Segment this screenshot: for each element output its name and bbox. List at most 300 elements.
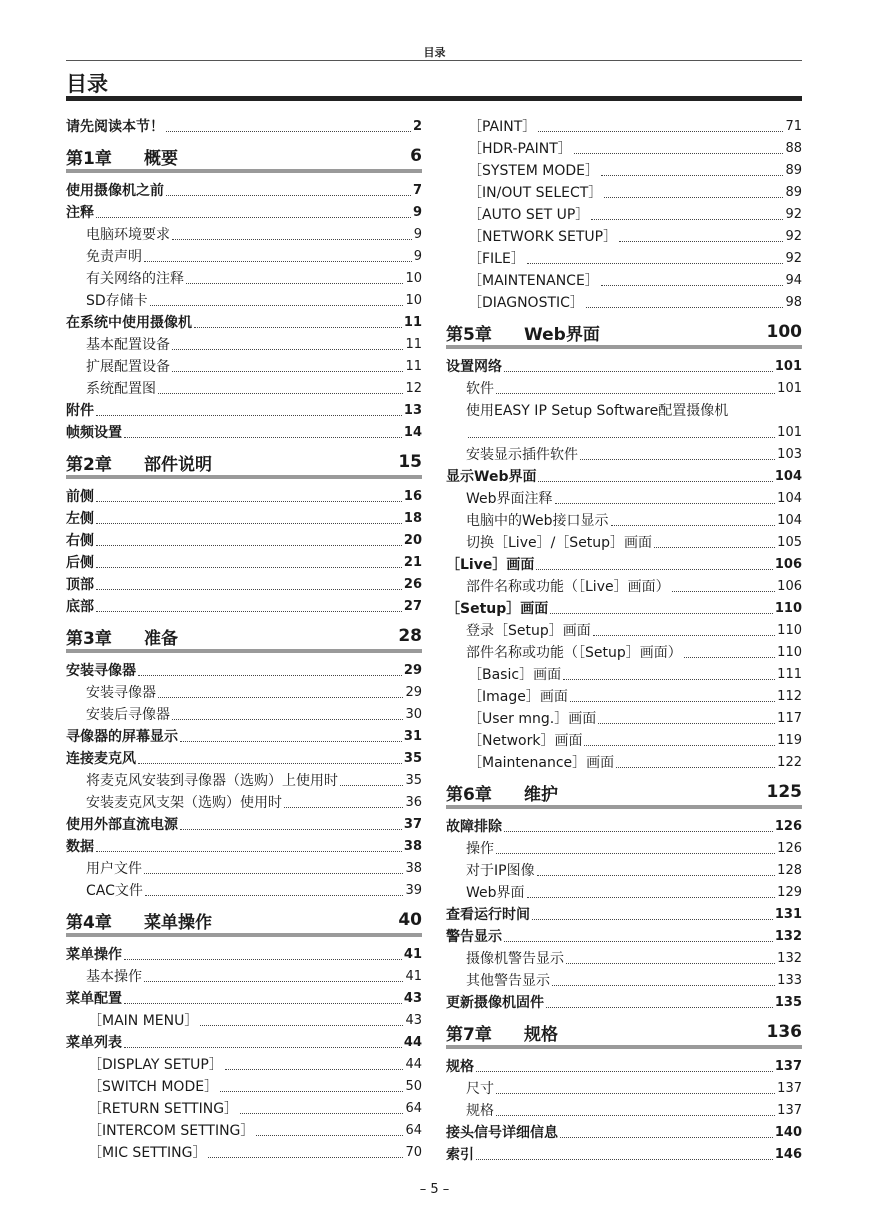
dot-leader [284,807,403,808]
toc-entry-page: 104 [774,469,802,484]
dot-leader [611,525,776,526]
chapter-number: 第7章 [446,1024,492,1045]
toc-entry[interactable] [446,618,802,640]
dot-leader [172,719,403,720]
toc-entry-page: 44 [403,1035,422,1050]
toc-entry-page: 18 [403,511,422,526]
dot-leader [584,745,775,746]
chapter-number: 第3章 [66,628,112,649]
dot-leader [138,763,402,764]
toc-entry-page: 29 [403,663,422,678]
dot-leader [586,307,784,308]
dot-leader [619,241,783,242]
chapter-rule [66,649,422,653]
chapter-title: 维护 [524,784,558,805]
toc-entry-page: 88 [785,141,802,156]
toc-entry[interactable] [446,1098,802,1120]
toc-entry[interactable] [446,486,802,508]
chapter-title: 菜单操作 [144,912,212,933]
toc-entry[interactable] [446,354,802,376]
toc-entry-page: 35 [403,751,422,766]
toc-entry[interactable] [446,1054,802,1076]
toc-entry[interactable] [66,200,422,222]
toc-entry-text: 操作 [466,841,494,857]
chapter-page: 28 [398,626,422,646]
toc-entry-text: 电脑中的Web接口显示 [466,513,609,529]
dot-leader [96,589,402,590]
toc-entry-page: 105 [777,535,802,550]
toc-entry[interactable] [66,484,422,506]
dot-leader [566,963,775,964]
toc-entry-page: 140 [774,1125,802,1140]
toc-entry[interactable] [446,114,802,136]
toc-entry[interactable] [66,1052,422,1074]
toc-entry-text: 数据 [66,839,94,855]
toc-entry-page: 112 [777,689,802,704]
toc-entry[interactable] [446,902,802,924]
chapter-number: 第6章 [446,784,492,805]
toc-entry-text: 尺寸 [466,1081,494,1097]
dot-leader [145,895,404,896]
toc-entry-text: 使用摄像机之前 [66,183,164,199]
chapter-page: 100 [766,322,802,342]
dot-leader [96,851,402,852]
dot-leader [96,415,402,416]
toc-entry[interactable] [66,506,422,528]
dot-leader [172,239,412,240]
toc-entry-text: 其他警告显示 [466,973,550,989]
dot-leader [158,393,403,394]
toc-entry-page: 13 [403,403,422,418]
dot-leader [200,1025,403,1026]
dot-leader [340,785,403,786]
chapter-rule [446,805,802,809]
toc-entry-page: 133 [777,973,802,988]
toc-entry-page: 137 [777,1081,802,1096]
toc-entry[interactable] [66,856,422,878]
toc-entry-text: 摄像机警告显示 [466,951,564,967]
toc-entry[interactable] [446,268,802,290]
chapter-rule [446,345,802,349]
toc-entry-page: 11 [403,315,422,330]
toc-entry-text: 使用EASY IP Setup Software配置摄像机 [466,403,729,419]
toc-entry[interactable] [446,464,802,486]
chapter-heading[interactable] [446,1019,802,1045]
toc-entry[interactable] [446,1120,802,1142]
toc-entry-page: 104 [777,491,802,506]
toc-entry[interactable] [446,574,802,596]
toc-entry-text: 在系统中使用摄像机 [66,315,192,331]
dot-leader [563,679,775,680]
toc-entry-page: 117 [777,711,802,726]
toc-entry-page: 20 [403,533,422,548]
toc-left-column [66,114,422,1162]
toc-entry[interactable] [446,990,802,1012]
toc-entry-page: 92 [785,251,802,266]
toc-entry-page: 50 [405,1079,422,1094]
toc-entry-text: 设置网络 [446,359,502,375]
toc-entry-text: 软件 [466,381,494,397]
chapter-number: 第4章 [66,912,112,933]
toc-entry-text: ［Network］画面 [468,733,583,749]
toc-entry-text: 菜单配置 [66,991,122,1007]
dot-leader [546,1007,773,1008]
dot-leader [180,829,402,830]
toc-entry[interactable] [446,224,802,246]
toc-entry[interactable] [446,1142,802,1164]
toc-entry[interactable] [446,858,802,880]
toc-entry-text: SD存储卡 [86,293,148,309]
toc-entry[interactable] [446,552,802,574]
dot-leader [96,611,402,612]
dot-leader [208,1157,403,1158]
dot-leader [591,219,783,220]
toc-entry-text: ［AUTO SET UP］ [468,207,590,223]
toc-entry[interactable] [446,640,802,662]
toc-entry[interactable] [66,420,422,442]
toc-entry-text: 附件 [66,403,94,419]
toc-entry-page: 31 [403,729,422,744]
dot-leader [124,1003,402,1004]
toc-entry-text: 显示Web界面 [446,469,537,485]
toc-entry[interactable] [66,702,422,724]
chapter-heading[interactable] [66,449,422,475]
toc-entry[interactable] [66,834,422,856]
dot-leader [138,675,402,676]
toc-entry-text: 请先阅读本节！ [66,119,164,135]
toc-entry-text: 电脑环境要求 [86,227,170,243]
toc-entry-text: ［RETURN SETTING］ [88,1101,239,1117]
toc-entry[interactable] [66,942,422,964]
dot-leader [124,1047,402,1048]
toc-entry-page: 92 [785,229,802,244]
running-head: 目录 [423,46,446,59]
toc-entry[interactable] [66,768,422,790]
dot-leader [684,657,775,658]
toc-entry-page: 14 [403,425,422,440]
toc-entry-page: 101 [774,359,802,374]
chapter-rule [66,475,422,479]
toc-entry[interactable] [66,812,422,834]
toc-entry-page: 92 [785,207,802,222]
toc-entry[interactable] [66,790,422,812]
toc-entry[interactable] [446,202,802,224]
dot-leader [96,501,402,502]
dot-leader [536,569,773,570]
dot-leader [124,959,402,960]
dot-leader [476,1071,773,1072]
toc-entry[interactable] [66,310,422,332]
toc-entry[interactable] [446,246,802,268]
toc-entry-page: 27 [403,599,422,614]
dot-leader [654,547,775,548]
chapter-rule [446,1045,802,1049]
toc-entry-page: 137 [777,1103,802,1118]
toc-entry[interactable] [66,1030,422,1052]
toc-entry-text: 菜单操作 [66,947,122,963]
dot-leader [538,131,783,132]
dot-leader [504,831,773,832]
toc-entry[interactable] [446,880,802,902]
toc-entry[interactable] [446,706,802,728]
toc-entry[interactable] [66,222,422,244]
toc-entry-text: 寻像器的屏幕显示 [66,729,178,745]
toc-entry[interactable] [446,946,802,968]
toc-entry-page: 38 [403,839,422,854]
toc-entry-text: 安装麦克风支架（选购）使用时 [86,795,282,811]
toc-entry[interactable] [446,1076,802,1098]
toc-entry-text: ［MIC SETTING］ [88,1145,207,1161]
toc-entry[interactable] [66,746,422,768]
dot-leader [604,197,783,198]
toc-entry-text: 更新摄像机固件 [446,995,544,1011]
toc-entry[interactable] [66,572,422,594]
dot-leader [96,523,402,524]
toc-entry[interactable] [446,814,802,836]
toc-entry[interactable] [446,508,802,530]
toc-entry[interactable] [66,376,422,398]
toc-entry-page: 29 [405,685,422,700]
toc-entry-page: 26 [403,577,422,592]
dot-leader [560,1137,773,1138]
toc-entry-page: 110 [774,601,802,616]
toc-entry-page: 71 [785,119,802,134]
chapter-number: 第2章 [66,454,112,475]
toc-entry-page: 131 [774,907,802,922]
toc-entry-page: 2 [412,119,422,134]
chapter-title: 概要 [144,148,178,169]
toc-entry-text: ［SYSTEM MODE］ [468,163,599,179]
toc-entry[interactable] [66,288,422,310]
toc-entry[interactable] [446,968,802,990]
toc-entry-text: 切换［Live］/［Setup］画面 [466,535,653,551]
chapter-heading[interactable] [446,319,802,345]
chapter-rule [66,933,422,937]
toc-entry[interactable] [66,178,422,200]
chapter-title: 部件说明 [144,454,212,475]
toc-entry-text: ［Basic］画面 [468,667,562,683]
dot-leader [96,567,402,568]
dot-leader [598,723,775,724]
toc-entry-page: 126 [774,819,802,834]
toc-entry-page: 110 [777,645,802,660]
toc-entry-text: 扩展配置设备 [86,359,170,375]
toc-entry[interactable] [446,662,802,684]
chapter-page: 6 [410,146,422,166]
toc-entry-text: 注释 [66,205,94,221]
toc-entry-text: 使用外部直流电源 [66,817,178,833]
dot-leader [550,613,773,614]
chapter-page: 15 [398,452,422,472]
toc-entry[interactable] [66,724,422,746]
toc-entry[interactable] [66,964,422,986]
toc-entry[interactable] [446,684,802,706]
dot-leader [570,701,775,702]
dot-leader [172,371,403,372]
toc-entry[interactable] [66,1096,422,1118]
toc-entry[interactable] [446,290,802,312]
toc-entry-page: 41 [403,947,422,962]
toc-entry[interactable] [66,550,422,572]
toc-entry-page: 119 [777,733,802,748]
dot-leader [532,919,773,920]
toc-entry[interactable] [446,398,802,420]
chapter-title: Web界面 [524,324,600,345]
toc-entry[interactable] [446,442,802,464]
toc-entry[interactable] [446,924,802,946]
dot-leader [574,153,784,154]
chapter-rule [66,169,422,173]
toc-entry[interactable] [66,244,422,266]
dot-leader [496,853,775,854]
toc-entry[interactable] [66,1140,422,1162]
toc-entry-text: ［DIAGNOSTIC］ [468,295,584,311]
toc-entry-page: 103 [777,447,802,462]
page-title: 目录 [66,72,108,96]
chapter-title: 规格 [524,1024,558,1045]
toc-entry[interactable] [66,594,422,616]
chapter-number: 第5章 [446,324,492,345]
toc-entry[interactable] [446,836,802,858]
toc-entry[interactable] [446,180,802,202]
toc-entry-text: Web界面注释 [466,491,553,507]
toc-entry-text: 基本操作 [86,969,142,985]
toc-entry-text: 安装寻像器 [86,685,156,701]
toc-entry-page: 101 [777,381,802,396]
toc-entry-page: 43 [403,991,422,1006]
toc-entry-page: 104 [777,513,802,528]
dot-leader [186,283,403,284]
toc-entry-text: ［PAINT］ [468,119,537,135]
toc-entry-page: 43 [405,1013,422,1028]
toc-entry-text: 免责声明 [86,249,142,265]
dot-leader [468,437,775,438]
toc-entry-page: 12 [405,381,422,396]
toc-entry[interactable] [446,376,802,398]
dot-leader [220,1091,403,1092]
toc-entry-page: 70 [405,1145,422,1160]
dot-leader [496,1115,775,1116]
toc-entry[interactable] [446,530,802,552]
dot-leader [225,1069,404,1070]
dot-leader [476,1159,773,1160]
toc-entry-page: 122 [777,755,802,770]
toc-entry[interactable] [66,1008,422,1030]
dot-leader [144,873,403,874]
chapter-heading[interactable] [66,907,422,933]
dot-leader [496,1093,775,1094]
dot-leader [158,697,403,698]
toc-entry-text: ［INTERCOM SETTING］ [88,1123,255,1139]
chapter-heading[interactable] [66,623,422,649]
toc-entry-text: ［MAINTENANCE］ [468,273,599,289]
toc-entry-page: 7 [412,183,422,198]
page-number: – 5 – [419,1182,450,1197]
dot-leader [194,327,402,328]
toc-entry[interactable] [66,1074,422,1096]
toc-entry-text: 菜单列表 [66,1035,122,1051]
toc-entry[interactable] [446,728,802,750]
toc-entry-page: 135 [774,995,802,1010]
dot-leader [180,741,402,742]
toc-entry-page: 38 [405,861,422,876]
toc-entry-text: ［MAIN MENU］ [88,1013,199,1029]
toc-entry-page: 9 [412,205,422,220]
dot-leader [166,131,411,132]
toc-entry-text: ［Setup］画面 [446,601,549,617]
toc-entry-page: 10 [405,271,422,286]
toc-entry[interactable] [66,266,422,288]
toc-entry-text: 索引 [446,1147,474,1163]
toc-entry-text: CAC文件 [86,883,143,899]
dot-leader [580,459,775,460]
toc-entry-page: 16 [403,489,422,504]
toc-entry[interactable] [446,596,802,618]
chapter-heading[interactable] [446,779,802,805]
toc-entry-text: 登录［Setup］画面 [466,623,591,639]
dot-leader [256,1135,403,1136]
toc-entry-page: 106 [774,557,802,572]
toc-right-column [446,114,802,1164]
dot-leader [527,263,784,264]
toc-entry[interactable] [66,528,422,550]
toc-entry-text: 左侧 [66,511,94,527]
dot-leader [672,591,776,592]
toc-entry[interactable] [446,136,802,158]
dot-leader [240,1113,403,1114]
toc-entry[interactable] [66,658,422,680]
dot-leader [504,941,773,942]
toc-entry-page: 10 [405,293,422,308]
toc-entry[interactable] [66,354,422,376]
toc-entry-text: ［NETWORK SETUP］ [468,229,618,245]
toc-entry[interactable] [66,986,422,1008]
toc-entry-page: 128 [777,863,802,878]
toc-entry-text: ［IN/OUT SELECT］ [468,185,603,201]
dot-leader [555,503,776,504]
dot-leader [527,897,776,898]
dot-leader [496,393,775,394]
toc-entry-page: 11 [405,359,422,374]
toc-entry-page: 137 [774,1059,802,1074]
toc-entry-page: 89 [785,163,802,178]
toc-entry[interactable] [66,878,422,900]
toc-entry-text: 安装后寻像器 [86,707,170,723]
toc-entry-page: 89 [785,185,802,200]
toc-entry-text: ［SWITCH MODE］ [88,1079,219,1095]
toc-entry[interactable] [446,158,802,180]
toc-entry-text: 规格 [466,1103,494,1119]
dot-leader [504,371,773,372]
toc-entry-text: 后侧 [66,555,94,571]
toc-entry-page: 110 [777,623,802,638]
toc-entry[interactable] [66,114,422,136]
toc-entry[interactable] [446,420,802,442]
toc-entry[interactable] [66,332,422,354]
toc-entry[interactable] [66,398,422,420]
toc-entry[interactable] [66,1118,422,1140]
toc-entry[interactable] [66,680,422,702]
toc-entry[interactable] [446,750,802,772]
chapter-title: 准备 [144,628,178,649]
toc-entry-text: ［DISPLAY SETUP］ [88,1057,223,1073]
chapter-heading[interactable] [66,143,422,169]
toc-entry-text: 将麦克风安装到寻像器（选购）上使用时 [86,773,338,789]
toc-entry-page: 132 [777,951,802,966]
toc-entry-text: Web界面 [466,885,525,901]
dot-leader [166,195,411,196]
dot-leader [144,261,412,262]
